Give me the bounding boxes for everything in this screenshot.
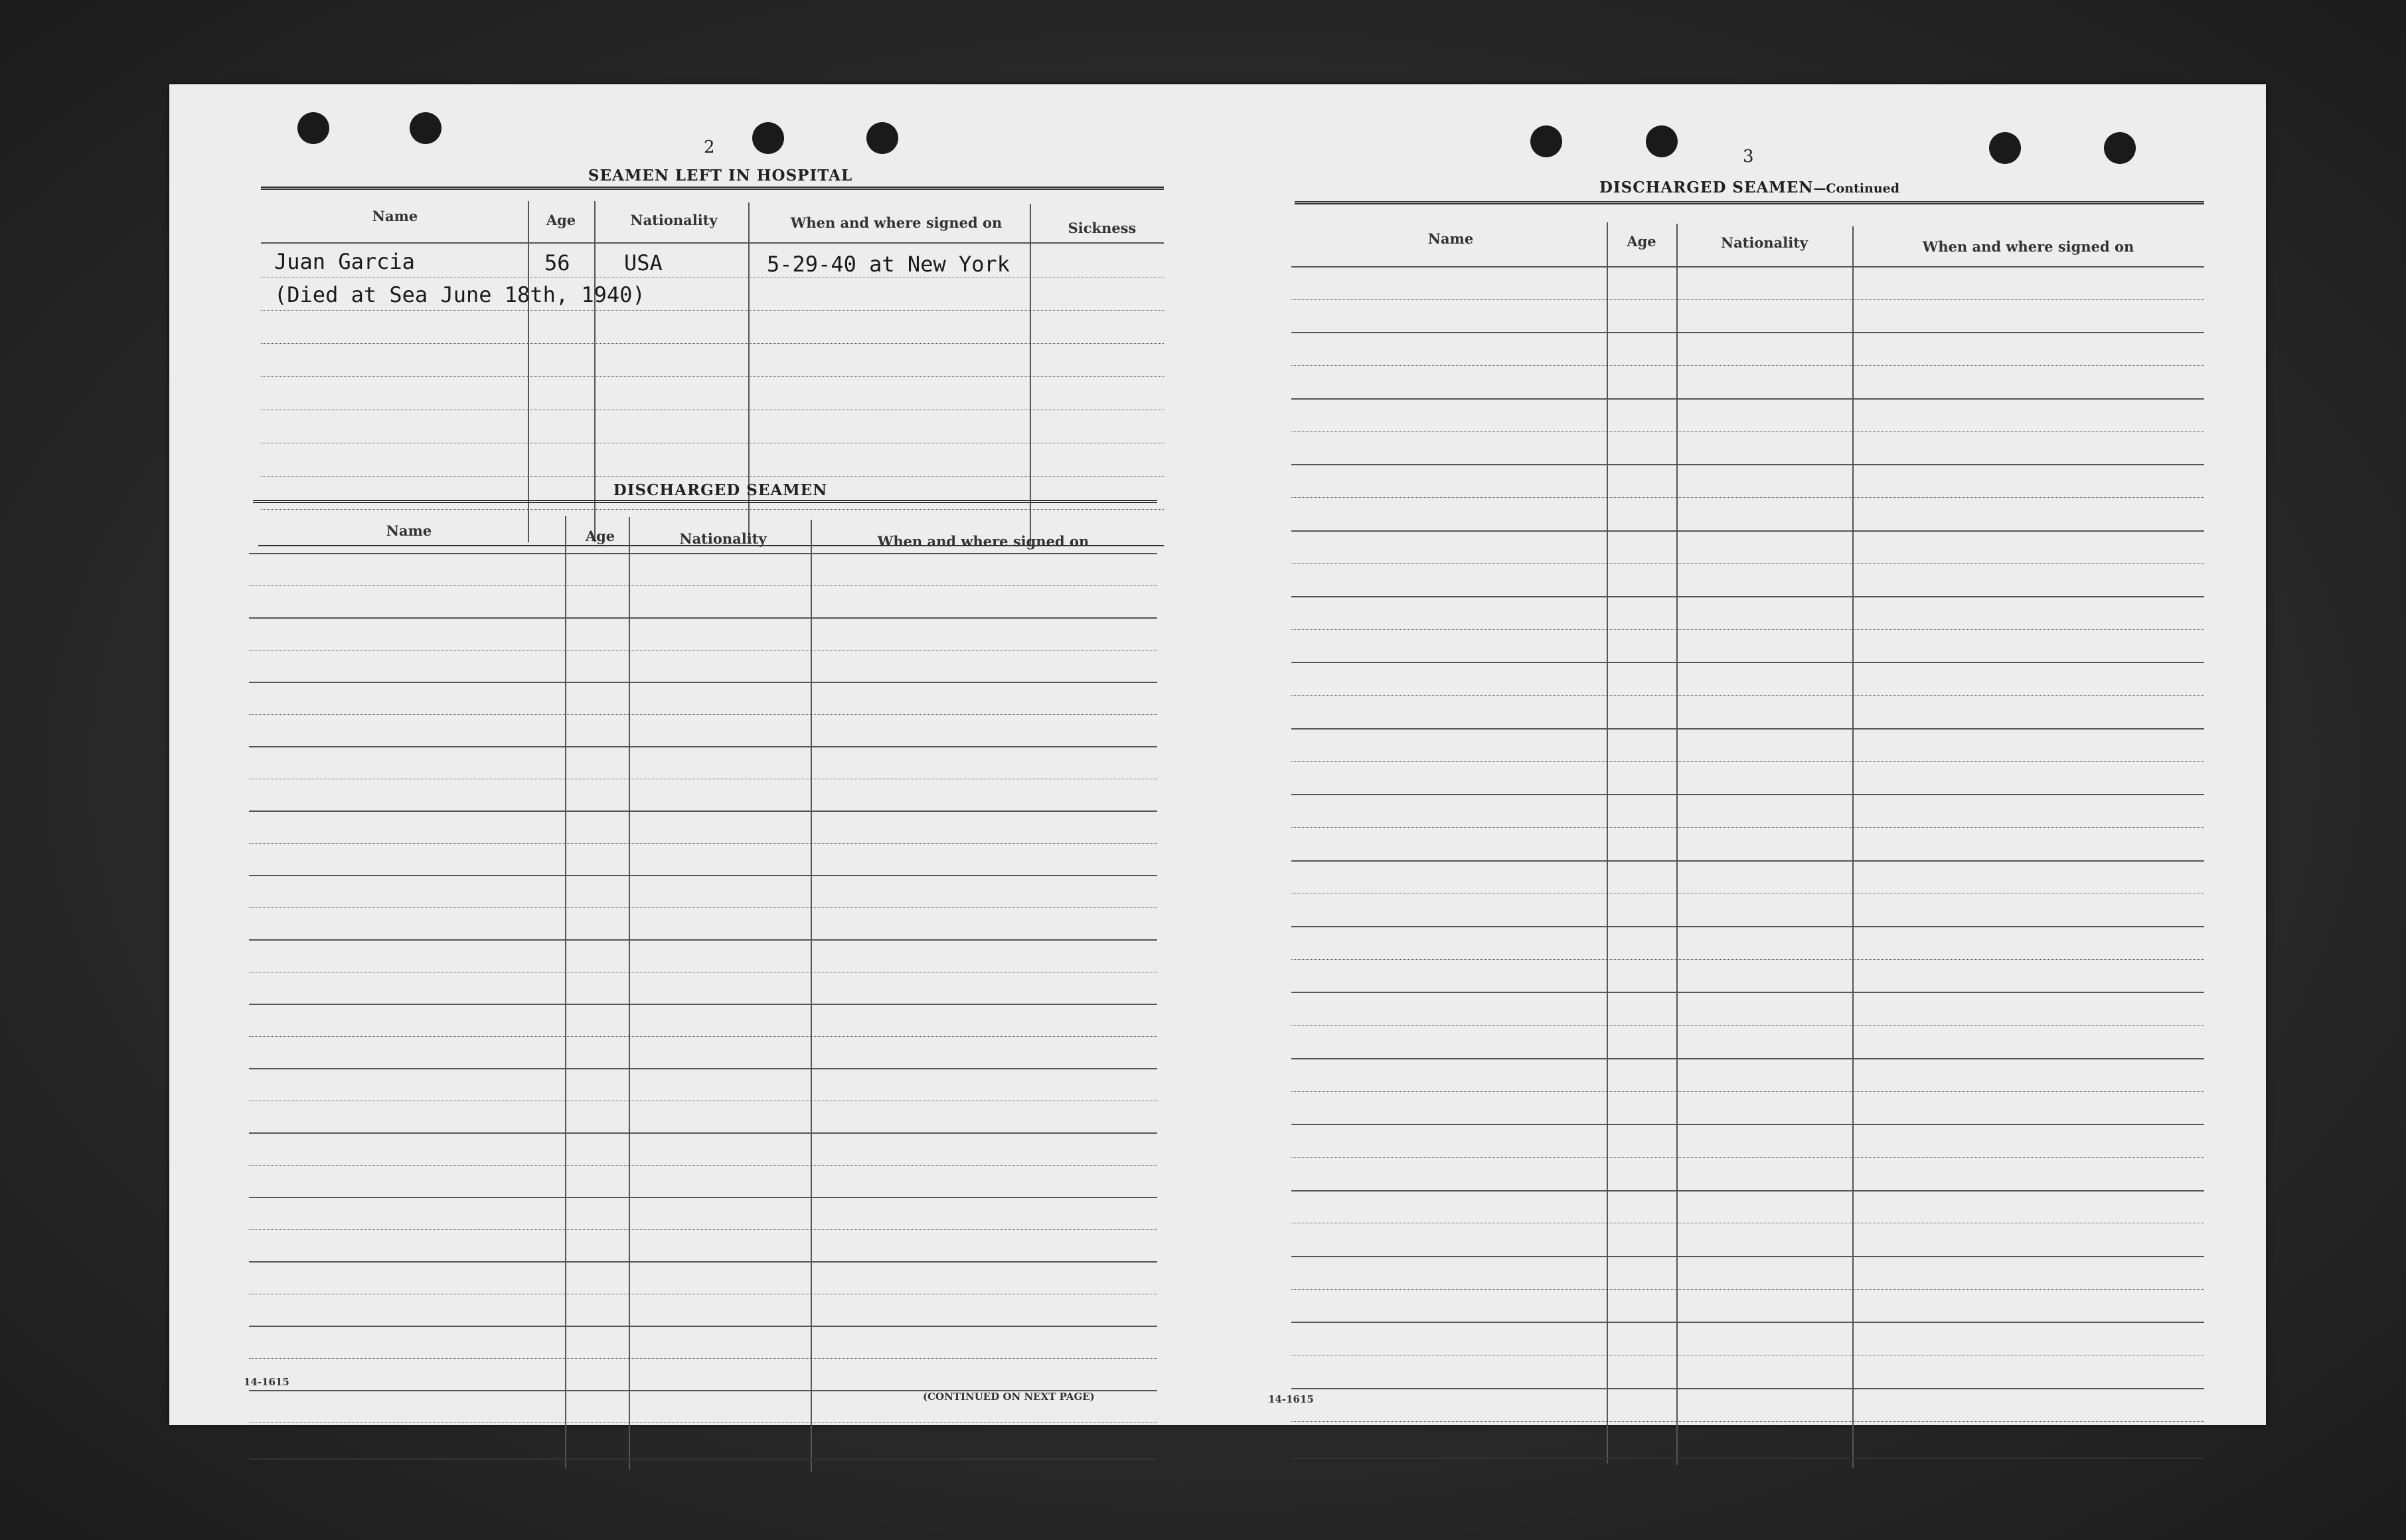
entry-name: Juan Garcia bbox=[274, 249, 415, 274]
entry-age: 56 bbox=[544, 250, 570, 275]
table-rule-line bbox=[249, 617, 1157, 619]
discharged-col-signed-on: When and where signed on bbox=[877, 533, 1089, 550]
hospital-col-nationality: Nationality bbox=[630, 212, 718, 228]
table-rule-line bbox=[1291, 728, 2204, 730]
table-rule-line bbox=[249, 875, 1157, 876]
left-page-number: 2 bbox=[704, 137, 715, 157]
discharged-col-name: Name bbox=[386, 522, 432, 539]
table-rule-line bbox=[249, 1261, 1157, 1263]
table-rule-line bbox=[1291, 299, 2204, 300]
table-rule-line bbox=[1291, 596, 2204, 597]
table-rule-line bbox=[1291, 266, 2204, 268]
right-title-suffix: —Continued bbox=[1813, 181, 1900, 196]
right-col-name: Name bbox=[1427, 230, 1474, 247]
table-rule-line bbox=[1291, 563, 2204, 564]
table-rule-line bbox=[1291, 530, 2204, 532]
table-rule-line bbox=[1291, 1421, 2204, 1422]
right-form-number: 14-1615 bbox=[1268, 1393, 1314, 1405]
table-rule-line bbox=[1291, 398, 2204, 400]
hospital-section-title: SEAMEN LEFT IN HOSPITAL bbox=[588, 167, 853, 185]
table-rule-line bbox=[1291, 1256, 2204, 1257]
table-rule-line bbox=[1291, 1124, 2204, 1125]
hospital-col-signed-on: When and where signed on bbox=[790, 214, 1002, 231]
punch-hole-icon bbox=[1530, 125, 1562, 157]
table-rule-line bbox=[249, 810, 1157, 812]
table-rule-line bbox=[1291, 959, 2204, 960]
table-rule-line bbox=[1291, 332, 2204, 333]
table-rule-line bbox=[1291, 365, 2204, 366]
table-rule-line bbox=[249, 585, 1157, 586]
table-rule-line bbox=[249, 746, 1157, 747]
table-rule-line bbox=[1291, 431, 2204, 432]
punch-hole-icon bbox=[752, 122, 784, 154]
table-rule-line bbox=[1291, 1289, 2204, 1290]
table-rule-line bbox=[1291, 926, 2204, 927]
table-bottom-rule bbox=[1291, 1458, 2204, 1459]
table-rule-line bbox=[1291, 1388, 2204, 1389]
table-rule-line bbox=[249, 1326, 1157, 1327]
punch-hole-icon bbox=[1646, 125, 1678, 157]
entry-signed-on: 5-29-40 at New York bbox=[767, 252, 1010, 277]
table-rule-line bbox=[249, 1197, 1157, 1198]
hospital-col-sickness: Sickness bbox=[1068, 220, 1137, 236]
punch-hole-icon bbox=[866, 122, 898, 154]
table-rule-line bbox=[1291, 629, 2204, 630]
table-rule-line bbox=[1291, 497, 2204, 498]
table-rule-line bbox=[249, 650, 1157, 651]
discharged-col-nationality: Nationality bbox=[679, 530, 767, 547]
table-rule-line bbox=[249, 939, 1157, 941]
right-col-nationality: Nationality bbox=[1720, 234, 1808, 251]
table-rule-line bbox=[249, 907, 1157, 908]
punch-hole-icon bbox=[297, 112, 329, 144]
table-rule-line bbox=[1291, 794, 2204, 795]
right-section-title bbox=[1537, 179, 1962, 196]
table-rule-line bbox=[1291, 464, 2204, 465]
table-rule-line bbox=[1291, 1091, 2204, 1092]
table-rule-line bbox=[1291, 860, 2204, 862]
right-page-number: 3 bbox=[1743, 147, 1754, 167]
right-col-age: Age bbox=[1627, 233, 1656, 250]
table-rule-line bbox=[1291, 1058, 2204, 1059]
hospital-col-age: Age bbox=[546, 212, 576, 228]
right-col-signed-on: When and where signed on bbox=[1922, 238, 2134, 255]
table-rule-line bbox=[1291, 1157, 2204, 1158]
table-rule-line bbox=[1291, 1025, 2204, 1026]
table-rule-line bbox=[249, 1004, 1157, 1005]
punch-hole-icon bbox=[2104, 132, 2136, 164]
table-rule-line bbox=[249, 714, 1157, 715]
table-rule-line bbox=[1291, 827, 2204, 828]
table-rule-line bbox=[249, 1229, 1157, 1230]
hospital-col-name: Name bbox=[372, 208, 418, 224]
document-sheet bbox=[169, 84, 2266, 1425]
table-rule-line bbox=[1291, 761, 2204, 762]
table-rule-line bbox=[249, 1358, 1157, 1359]
entry-note: (Died at Sea June 18th, 1940) bbox=[274, 282, 645, 307]
table-rule-line bbox=[1291, 695, 2204, 696]
discharged-col-age: Age bbox=[585, 528, 615, 544]
table-rule-line bbox=[249, 1068, 1157, 1069]
table-rule-line bbox=[1291, 1190, 2204, 1192]
table-rule-line bbox=[1291, 1322, 2204, 1323]
table-rule-line bbox=[1291, 992, 2204, 993]
left-form-number: 14-1615 bbox=[244, 1376, 289, 1388]
table-rule-line bbox=[249, 553, 1157, 554]
table-rule-line bbox=[1291, 662, 2204, 663]
punch-hole-icon bbox=[410, 112, 441, 144]
table-bottom-rule bbox=[249, 1458, 1157, 1460]
table-rule-line bbox=[249, 843, 1157, 844]
table-rule-line bbox=[249, 1132, 1157, 1134]
right-title-main: DISCHARGED SEAMEN bbox=[1599, 179, 1814, 196]
table-rule-line bbox=[249, 1165, 1157, 1166]
table-rule-line bbox=[249, 1036, 1157, 1037]
entry-nationality: USA bbox=[624, 250, 663, 275]
punch-hole-icon bbox=[1989, 132, 2021, 164]
discharged-section-title: DISCHARGED SEAMEN bbox=[613, 481, 828, 499]
continued-note: (CONTINUED ON NEXT PAGE) bbox=[923, 1391, 1095, 1403]
table-rule-line bbox=[249, 682, 1157, 683]
